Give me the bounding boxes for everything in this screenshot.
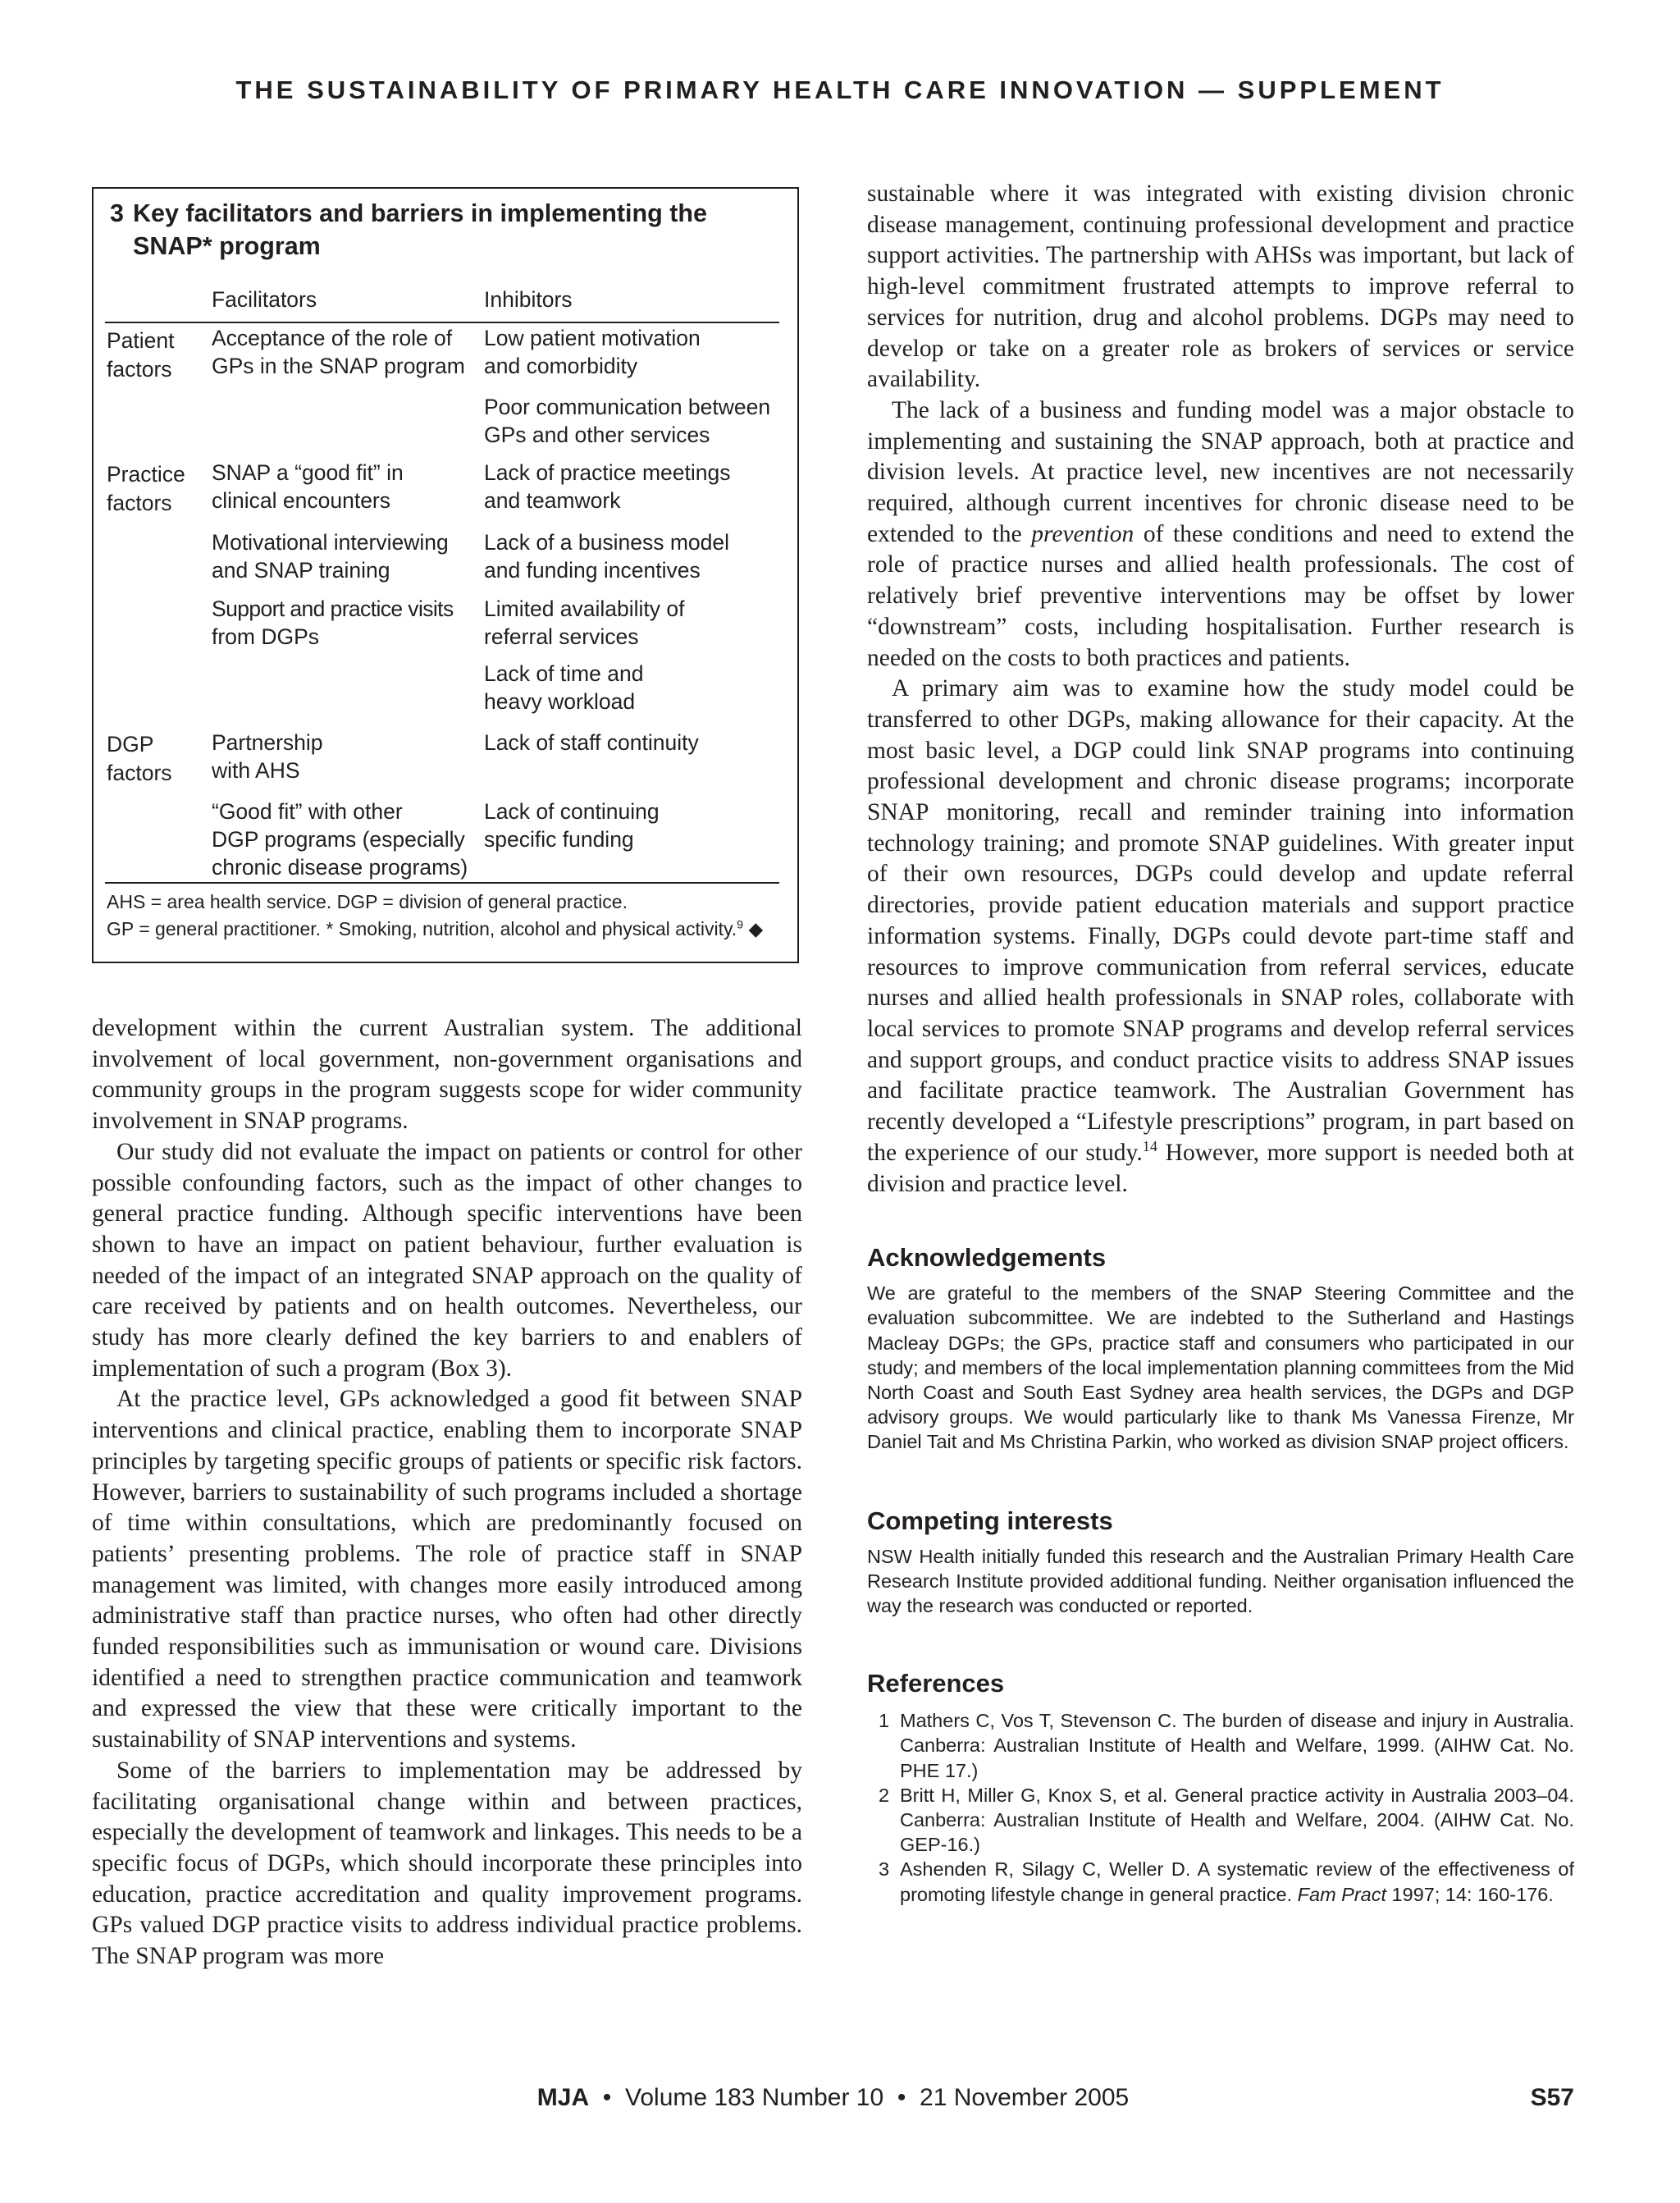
footer-journal-info (92, 2084, 1574, 2112)
inhibitor-cell: and funding incentives (484, 558, 701, 583)
text-run: The lack of a business and funding model was a major obstacle to implementing and sustaining the SNAP approach, both at practice and division levels. At practice level, new incentives are not necessarily required, although current incentives for chronic disease need to be extended to the (867, 396, 1574, 547)
reference-item (867, 1857, 1574, 1906)
reference-number: 2 (879, 1784, 890, 1806)
facilitator-cell: with AHS (212, 758, 300, 783)
page-footer (92, 2084, 1574, 2117)
facilitator-cell: clinical encounters (212, 488, 391, 513)
facilitator-cell: GPs in the SNAP program (212, 354, 465, 378)
reference-text: Mathers C, Vos T, Stevenson C. The burden of disease and injury in Australia. Canberra: Australian Institute of Health and Welfare, 1999. (AIHW Cat. No. PHE 17.) (900, 1710, 1574, 1781)
paragraph: development within the current Australian system. The additional involvement of local government, non-government organisations and community groups in the program suggests scope for wider community involvement in SNAP programs. (92, 1015, 802, 1135)
row-label-practice-2: factors (107, 491, 172, 515)
inhibitor-cell: Lack of time and (484, 661, 644, 686)
box-title-line1: Key facilitators and barriers in implementing the (133, 199, 707, 227)
running-header: THE SUSTAINABILITY OF PRIMARY HEALTH CARE INNOVATION — SUPPLEMENT (235, 75, 1445, 104)
inhibitor-cell: Poor communication between (484, 395, 771, 419)
references-heading: References (867, 1669, 1005, 1698)
box-number: 3 (110, 199, 124, 227)
facilitator-cell: DGP programs (especially (212, 827, 465, 852)
row-label-patient: Patient (107, 328, 175, 353)
page-number: S57 (1530, 2084, 1574, 2111)
inhibitor-cell: heavy workload (484, 689, 636, 714)
emphasis: prevention (1031, 520, 1134, 547)
bullet-separator: • (897, 2084, 906, 2111)
right-body-text (867, 179, 1574, 1200)
facilitator-cell: chronic disease programs) (212, 855, 468, 880)
facilitator-cell: Motivational interviewing (212, 530, 449, 555)
row-label-patient-2: factors (107, 357, 172, 382)
box-title-line2: SNAP* program (133, 232, 321, 260)
paragraph (867, 674, 1574, 1200)
reference-list (867, 1708, 1574, 1907)
text-run: of these conditions and need to extend the role of practice nurses and allied health professionals. The cost of relatively brief preventive interventions may be offset by lower “downstream” costs, including hospitalisation. Further research is needed on the costs to both practices and patients. (867, 520, 1574, 671)
inhibitor-cell: GPs and other services (484, 423, 710, 447)
right-column (867, 179, 1574, 1907)
reference-number: 3 (879, 1858, 890, 1881)
citation-ref: 14 (1142, 1137, 1157, 1154)
row-label-dgp: DGP (107, 732, 154, 756)
journal-name: MJA (536, 2084, 590, 2111)
box-footnote-2-text: GP = general practitioner. * Smoking, nutrition, alcohol and physical activity. (107, 918, 737, 939)
left-column (92, 1013, 802, 1972)
paragraph (867, 395, 1574, 674)
reference-text: 1997; 14: 160-176. (1386, 1883, 1554, 1905)
competing-interests-text: NSW Health initially funded this research and the Australian Primary Health Care Research Institute provided additional funding. Neither organisation influenced the way the research was conducted or reported. (867, 1545, 1574, 1617)
inhibitor-cell: Low patient motivation (484, 326, 701, 350)
acknowledgements-heading: Acknowledgements (867, 1243, 1107, 1273)
inhibitor-cell: and comorbidity (484, 354, 638, 378)
reference-item (867, 1783, 1574, 1858)
reference-item (867, 1708, 1574, 1783)
journal-title: Fam Pract (1297, 1883, 1387, 1905)
paragraph: Some of the barriers to implementation may be addressed by facilitating organisational change within and between practices, especially the development of teamwork and linkages. This needs to be a specific focus of DGPs, which should incorporate these principles into education, practice accreditation and quality improvement programs. GPs valued DGP practice visits to address individual practice problems. The SNAP program was more (92, 1757, 802, 1970)
box-footnote-2 (107, 916, 763, 943)
box-3-table (92, 187, 799, 963)
facilitator-cell: Partnership (212, 730, 323, 755)
reference-number: 1 (879, 1710, 890, 1732)
col-header-inhibitors: Inhibitors (484, 287, 573, 312)
facilitator-cell: Support and practice visits (212, 596, 454, 621)
inhibitor-cell: Lack of staff continuity (484, 730, 699, 755)
col-header-facilitators: Facilitators (212, 287, 317, 312)
text-run: A primary aim was to examine how the study model could be transferred to other DGPs, making allowance for their capacity. At the most basic level, a DGP could link SNAP programs into continuing professional development and chronic disease programs; incorporate SNAP monitoring, recall and reminder training into information technology training; and promote SNAP guidelines. With greater input of their own resources, DGPs could develop and update referral directories, provide patient education materials and support practice information systems. Finally, DGPs could devote part-time staff and resources to improve communication from referral services, educate nurses and allied health professionals in SNAP roles, collaborate with local services to promote SNAP programs and develop referral services and support groups, and conduct practice visits to address SNAP issues and facilitate practice teamwork. The Australian Government has recently developed a “Lifestyle prescriptions” program, in part based on the experience of our study. (867, 675, 1574, 1166)
table-footer-rule (105, 882, 779, 884)
paragraph: sustainable where it was integrated with existing division chronic disease management, continuing professional development and practice support activities. The partnership with AHSs was important, but lack of high-level commitment frustrated attempts to improve referral to services for nutrition, drug and alcohol problems. DGPs may need to develop or take on a greater role as brokers of services or service availability. (867, 181, 1574, 393)
facilitator-cell: Acceptance of the role of (212, 326, 453, 350)
row-label-practice: Practice (107, 462, 185, 487)
paragraph: At the practice level, GPs acknowledged a good fit between SNAP interventions and clinical practice, enabling them to incorporate SNAP principles by targeting specific groups of patients or specific risk factors. However, barriers to sustainability of such programs included a shortage of time within consultations, which are predominantly focused on patients’ presenting problems. The role of practice staff in SNAP management was limited, with changes more easily introduced among administrative staff than practice nurses, who often had other directly funded responsibilities such as immunisation or wound care. Divisions identified a need to strengthen practice communication and teamwork and expressed the view that these were critically important to the sustainability of SNAP interventions and systems. (92, 1386, 802, 1753)
row-label-dgp-2: factors (107, 761, 172, 785)
issue-date: 21 November 2005 (920, 2084, 1130, 2111)
facilitator-cell: from DGPs (212, 624, 320, 649)
inhibitor-cell: Lack of practice meetings (484, 460, 731, 485)
footnote-ref: 9 (737, 918, 744, 932)
facilitator-cell: SNAP a “good fit” in (212, 460, 404, 485)
bullet-separator: • (602, 2084, 612, 2111)
reference-text: Britt H, Miller G, Knox S, et al. General practice activity in Australia 2003–04. Canberra: Australian Institute of Health and Welfare, 2004. (AIHW Cat. No. GEP-16.) (900, 1784, 1574, 1856)
facilitator-cell: “Good fit” with other (212, 799, 403, 824)
acknowledgements-text: We are grateful to the members of the SNAP Steering Committee and the evaluation subcommittee. We are indebted to the Sutherland and Hastings Macleay DGPs; the GPs, practice staff and consumers who participated in our study; and members of the local implementation planning committees from the Mid North Coast and South East Sydney area health services, the DGPs and DGP advisory groups. We would particularly like to thank Ms Vanessa Firenze, Mr Daniel Tait and Ms Christina Parkin, who worked as division SNAP project officers. (867, 1282, 1574, 1453)
box-footnote-1: AHS = area health service. DGP = division of general practice. (107, 891, 628, 912)
box-title (110, 197, 783, 263)
inhibitor-cell: referral services (484, 624, 639, 649)
text-run: However, more support is needed both at division and practice level. (867, 1139, 1575, 1197)
reference-text: Ashenden R, Silagy C, Weller D. A systematic review of the effectiveness of promoting lifestyle change in general practice. (900, 1858, 1574, 1905)
end-mark-icon: ◆ (748, 918, 764, 939)
paragraph: Our study did not evaluate the impact on patients or control for other possible confounding factors, such as the impact of other changes to general practice funding. Although specific interventions have been shown to have an impact on patient behaviour, further evaluation is needed of the impact of an integrated SNAP approach on the quality of care received by patients and on health outcomes. Nevertheless, our study has more clearly defined the key barriers to and enablers of implementation of such a program (Box 3). (92, 1138, 802, 1382)
competing-interests-heading: Competing interests (867, 1506, 1113, 1535)
volume-info: Volume 183 Number 10 (624, 2084, 884, 2111)
inhibitor-cell: Lack of continuing (484, 799, 660, 824)
inhibitor-cell: Limited availability of (484, 596, 685, 621)
inhibitor-cell: specific funding (484, 827, 634, 852)
inhibitor-cell: and teamwork (484, 488, 621, 513)
table-header-rule (105, 322, 779, 323)
inhibitor-cell: Lack of a business model (484, 530, 730, 555)
facilitator-cell: and SNAP training (212, 558, 390, 583)
